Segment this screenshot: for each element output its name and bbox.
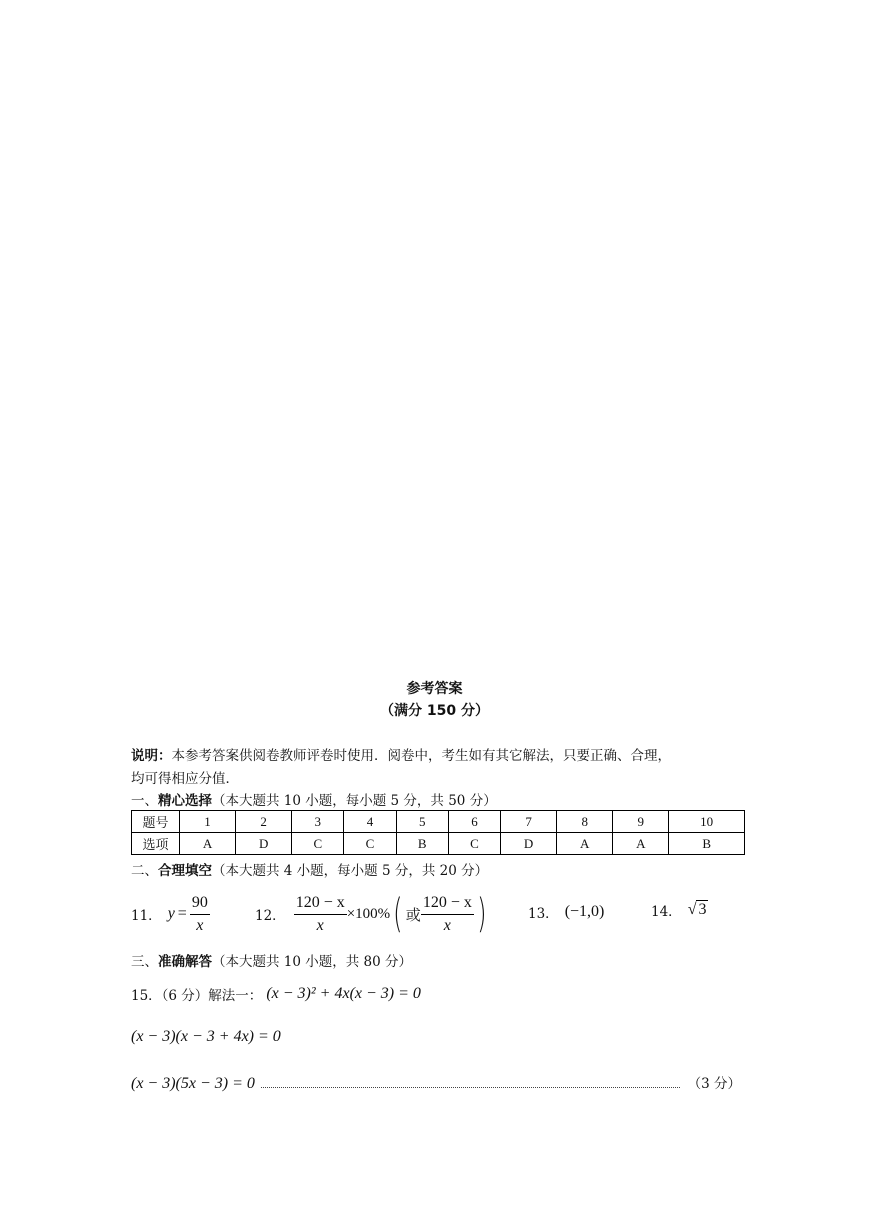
q12-left-paren: ( bbox=[393, 891, 403, 937]
table-cell: 5 bbox=[396, 811, 448, 833]
q11-denominator: x bbox=[196, 916, 204, 934]
q15-eq3: (x − 3)(5x − 3) = 0 bbox=[131, 1075, 255, 1092]
table-cell: 9 bbox=[613, 811, 669, 833]
q12-fraction bbox=[294, 894, 347, 935]
section1-desc: （本大题共 10 小题，每小题 5 分，共 50 分） bbox=[212, 793, 497, 809]
q12-numerator-2: 120 − x bbox=[421, 894, 474, 915]
section2-heading bbox=[131, 859, 488, 879]
q12-label: 12． bbox=[255, 908, 286, 924]
table-cell: B bbox=[669, 833, 745, 855]
section3-desc: （本大题共 10 小题，共 80 分） bbox=[212, 954, 413, 970]
section3-title: 准确解答 bbox=[158, 954, 212, 970]
q12-right-paren: ) bbox=[476, 891, 487, 937]
section1-prefix: 一、 bbox=[131, 793, 158, 809]
q11-lhs: y bbox=[167, 905, 175, 922]
table-cell: D bbox=[236, 833, 292, 855]
table-cell: 2 bbox=[236, 811, 292, 833]
q15-line-3 bbox=[131, 1072, 741, 1093]
table-row-numbers bbox=[132, 811, 745, 833]
q13-label: 13． bbox=[528, 906, 559, 922]
q13-answer: (−1,0) bbox=[564, 903, 605, 920]
table-cell: 10 bbox=[669, 811, 745, 833]
table-header-cell: 题号 bbox=[132, 811, 180, 833]
section1-title: 精心选择 bbox=[158, 793, 212, 809]
q15-score: （3 分） bbox=[687, 1076, 741, 1092]
q12-numerator: 120 − x bbox=[294, 894, 347, 915]
table-cell: B bbox=[396, 833, 448, 855]
table-cell: 1 bbox=[180, 811, 236, 833]
q12-times: ×100% bbox=[346, 905, 391, 922]
section2-title: 合理填空 bbox=[158, 863, 212, 879]
answer-q13 bbox=[528, 902, 604, 922]
section2-desc: （本大题共 4 小题，每小题 5 分，共 20 分） bbox=[212, 863, 489, 879]
q11-label: 11． bbox=[131, 908, 162, 924]
dotted-leader bbox=[261, 1086, 680, 1088]
q11-numerator: 90 bbox=[190, 894, 210, 915]
table-cell: 6 bbox=[448, 811, 500, 833]
q15-label: 15．（6 分）解法一： bbox=[131, 988, 263, 1004]
q15-eq2: (x − 3)(x − 3 + 4x) = 0 bbox=[131, 1028, 281, 1045]
note-line-2: 均可得相应分值． bbox=[131, 771, 239, 787]
table-cell: 7 bbox=[501, 811, 557, 833]
table-cell: 3 bbox=[292, 811, 344, 833]
answer-q12 bbox=[255, 890, 489, 938]
q14-radicand: 3 bbox=[698, 901, 707, 918]
page-title: 参考答案 bbox=[406, 681, 463, 697]
section3-heading bbox=[131, 950, 412, 970]
table-cell: 4 bbox=[344, 811, 396, 833]
q11-eq: = bbox=[177, 905, 187, 922]
q14-label: 14． bbox=[651, 904, 682, 920]
answer-table bbox=[131, 810, 745, 855]
section1-heading bbox=[131, 789, 497, 809]
table-cell: A bbox=[613, 833, 669, 855]
q15-eq1: (x − 3)² + 4x(x − 3) = 0 bbox=[266, 985, 421, 1002]
note-label: 说明： bbox=[131, 748, 172, 764]
table-cell: D bbox=[501, 833, 557, 855]
q11-fraction bbox=[190, 894, 210, 935]
section3-prefix: 三、 bbox=[131, 954, 158, 970]
answer-q14 bbox=[651, 900, 708, 920]
note-line-1 bbox=[131, 744, 671, 764]
page-subtitle: （满分 150 分） bbox=[380, 703, 489, 719]
q12-fraction-2 bbox=[421, 894, 474, 935]
table-cell: A bbox=[557, 833, 613, 855]
q12-or: 或 bbox=[405, 905, 421, 924]
table-cell: C bbox=[448, 833, 500, 855]
table-row-answers bbox=[132, 833, 745, 855]
note-text-1: 本参考答案供阅卷教师评卷时使用．阅卷中，考生如有其它解法，只要正确、合理， bbox=[171, 748, 671, 764]
table-cell: 8 bbox=[557, 811, 613, 833]
section2-prefix: 二、 bbox=[131, 863, 158, 879]
table-cell: A bbox=[180, 833, 236, 855]
q14-sqrt: √ 3 bbox=[687, 901, 707, 918]
answer-q11 bbox=[131, 890, 210, 938]
table-cell: C bbox=[292, 833, 344, 855]
table-header-cell: 选项 bbox=[132, 833, 180, 855]
q12-denominator: x bbox=[316, 916, 324, 934]
table-cell: C bbox=[344, 833, 396, 855]
q15-line-1 bbox=[131, 984, 421, 1004]
q12-denominator-2: x bbox=[443, 916, 451, 934]
